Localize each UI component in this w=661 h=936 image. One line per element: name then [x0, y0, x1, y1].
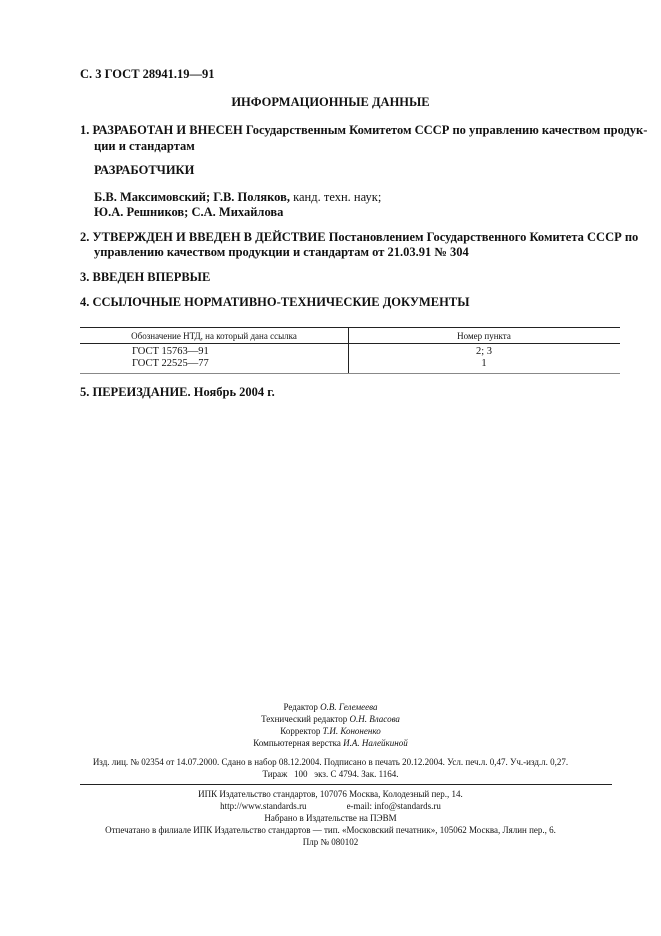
- item-text: Постановлением Государственного Комитета СССР по: [328, 230, 639, 244]
- table-top-rule: [80, 327, 620, 328]
- page-header: С. 3 ГОСТ 28941.19—91: [80, 67, 215, 81]
- item-number: 4.: [80, 295, 90, 309]
- item-2: [80, 230, 638, 245]
- table-cell: ГОСТ 15763—91: [132, 346, 209, 357]
- credit-role: Корректор: [280, 726, 321, 736]
- item-2-line2: управлению качеством продукции и стандартам от 21.03.91 № 304: [94, 245, 469, 259]
- credit-name: О.Н. Власова: [349, 714, 400, 724]
- table-cell: 2; 3: [475, 346, 493, 357]
- item-text: ПЕРЕИЗДАНИЕ. Ноябрь 2004 г.: [92, 385, 275, 399]
- credit-name: И.А. Налейкиной: [343, 738, 408, 748]
- item-text: ВВЕДЕН ВПЕРВЫЕ: [92, 270, 211, 284]
- item-1: [80, 123, 647, 138]
- item-text: Государственным Комитетом СССР по управлению качеством продук-: [245, 123, 648, 137]
- credit-name: О.В. Гелемеева: [320, 702, 378, 712]
- item-3: [80, 270, 210, 285]
- developers-line2: Ю.А. Решников; С.А. Михайлова: [94, 205, 284, 219]
- imprint-rule: [80, 784, 612, 785]
- table-header-clause: Номер пункта: [457, 331, 511, 341]
- item-number: 1.: [80, 123, 90, 137]
- credit-name: Т.И. Кононенко: [322, 726, 381, 736]
- item-text: ССЫЛОЧНЫЕ НОРМАТИВНО-ТЕХНИЧЕСКИЕ ДОКУМЕНТЫ: [92, 295, 470, 309]
- table-header-designation: Обозначение НТД, на который дана ссылка: [131, 331, 297, 341]
- item-1-line2: ции и стандартам: [94, 139, 195, 153]
- table-cell: 1: [481, 358, 487, 369]
- credit-tech-editor: [0, 714, 661, 724]
- developers-line1: [94, 190, 381, 205]
- item-4: [80, 295, 469, 310]
- imprint-line-2: Тираж 100 экз. С 4794. Зак. 1164.: [262, 769, 399, 779]
- publisher-license: Плр № 080102: [302, 837, 359, 847]
- item-lead: УТВЕРЖДЕН И ВВЕДЕН В ДЕЙСТВИЕ: [92, 230, 326, 244]
- item-lead: РАЗРАБОТАН И ВНЕСЕН: [92, 123, 243, 137]
- table-cell: ГОСТ 22525—77: [132, 358, 209, 369]
- publisher-url: http://www.standards.ru: [220, 801, 307, 811]
- item-number: 3.: [80, 270, 90, 284]
- publisher-contacts: [0, 801, 661, 811]
- publisher-address: ИПК Издательство стандартов, 107076 Москва, Колодезный пер., 14.: [198, 789, 463, 799]
- table-bottom-rule: [80, 373, 620, 374]
- imprint-line-1: Изд. лиц. № 02354 от 14.07.2000. Сдано в набор 08.12.2004. Подписано в печать 20.12.2004. Усл. печ.л. 0,47. Уч.-изд.л. 0,27.: [92, 757, 569, 767]
- document-title: ИНФОРМАЦИОННЫЕ ДАННЫЕ: [231, 95, 430, 109]
- developer-degree: канд. техн. наук;: [293, 190, 382, 204]
- credit-role: Компьютерная верстка: [253, 738, 341, 748]
- publisher-printed: Отпечатано в филиале ИПК Издательство стандартов — тип. «Московский печатник», 105062 Москва, Лялин пер., 6.: [105, 825, 556, 835]
- developers-heading: РАЗРАБОТЧИКИ: [94, 163, 195, 177]
- table-header-rule: [80, 343, 620, 344]
- item-number: 5.: [80, 385, 90, 399]
- publisher-email: e-mail: info@standards.ru: [346, 801, 441, 811]
- item-number: 2.: [80, 230, 90, 244]
- credit-editor: [0, 702, 661, 712]
- credit-role: Технический редактор: [261, 714, 348, 724]
- publisher-typeset: Набрано в Издательстве на ПЭВМ: [264, 813, 397, 823]
- developer-names: Б.В. Максимовский; Г.В. Поляков,: [94, 190, 290, 204]
- credit-proofreader: [0, 726, 661, 736]
- credit-layout: [0, 738, 661, 748]
- credit-role: Редактор: [283, 702, 318, 712]
- item-5: [80, 385, 275, 400]
